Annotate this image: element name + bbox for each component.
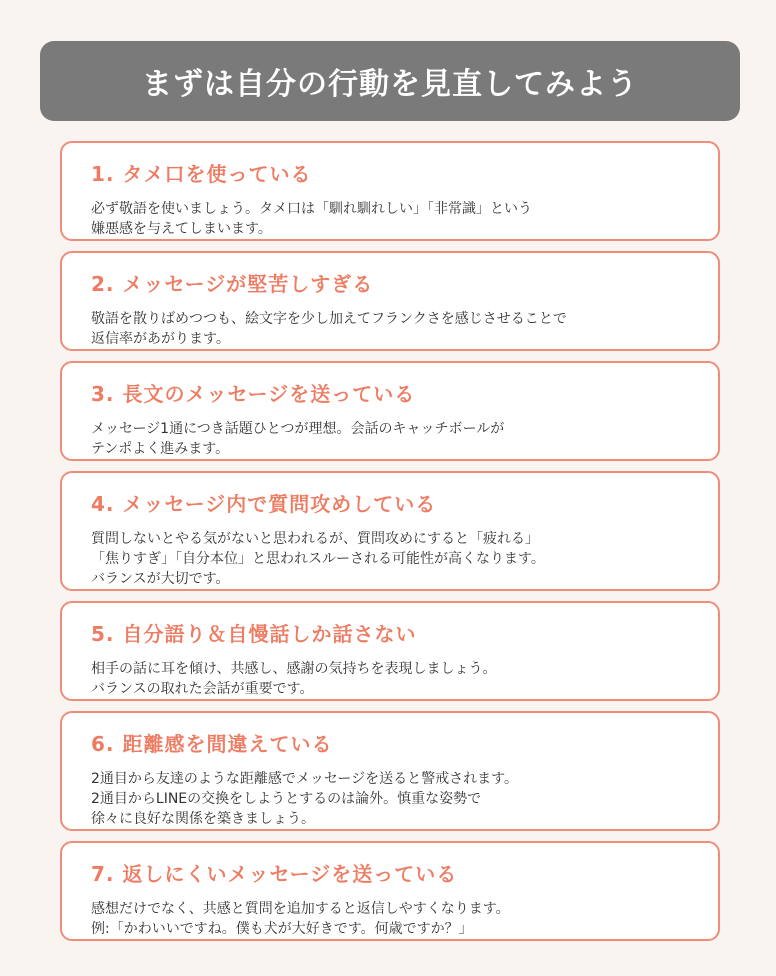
mistake-card-body [91,769,690,829]
mistake-card-title: 3. 長文のメッセージを送っている [91,382,416,406]
mistake-card-text: 2通目から友達のような距離感でメッセージを送ると警戒されます。 [91,771,518,787]
mistake-card-body [91,659,690,699]
page-header [40,41,740,121]
mistake-list [60,141,720,951]
mistake-card-title: 7. 返しにくいメッセージを送っている [91,862,458,886]
mistake-card-text: 感想だけでなく、共感と質問を追加すると返信しやすくなります。 [91,901,510,917]
mistake-card-body [91,899,690,939]
mistake-card-text: 例:「かわいいですね。僕も犬が大好きです。何歳ですか？」 [91,921,473,937]
mistake-card-text: 相手の話に耳を傾け、共感し、感謝の気持ちを表現しましょう。 [91,661,497,677]
mistake-card-text: 敬語を散りばめつつも、絵文字を少し加えてフランクさを感じさせることで [91,311,567,327]
mistake-card-title: 1. タメ口を使っている [91,162,312,186]
mistake-card-text: 徐々に良好な関係を築きましょう。 [91,811,315,827]
mistake-card-6 [60,711,720,831]
mistake-card-text: メッセージ1通につき話題ひとつが理想。会話のキャッチボールが [91,421,505,437]
mistake-card-title: 6. 距離感を間違えている [91,732,333,756]
mistake-card-body [91,419,690,459]
mistake-card-text: 嫌悪感を与えてしまいます。 [91,221,272,237]
mistake-card-text: バランスが大切です。 [91,571,230,587]
mistake-card-title: 5. 自分語り＆自慢話しか話さない [91,622,417,646]
mistake-card-text: 返信率があがります。 [91,331,230,347]
page-title: まずは自分の行動を見直してみよう [142,67,638,102]
mistake-card-text: 「焦りすぎ」「自分本位」と思われスルーされる可能性が高くなります。 [91,551,545,567]
mistake-card-1 [60,141,720,241]
mistake-card-title: 2. メッセージが堅苦しすぎる [91,272,374,296]
mistake-card-7 [60,841,720,941]
mistake-card-5 [60,601,720,701]
mistake-card-3 [60,361,720,461]
mistake-card-body [91,199,690,239]
mistake-card-text: 必ず敬語を使いましょう。タメ口は「馴れ馴れしい」「非常識」という [91,201,532,217]
mistake-card-2 [60,251,720,351]
mistake-card-body [91,309,690,349]
mistake-card-body [91,529,690,589]
mistake-card-4 [60,471,720,591]
mistake-card-text: 2通目からLINEの交換をしようとするのは論外。慎重な姿勢で [91,791,482,807]
mistake-card-title: 4. メッセージ内で質問攻めしている [91,492,437,516]
mistake-card-text: テンポよく進みます。 [91,441,230,457]
mistake-card-text: 質問しないとやる気がないと思われるが、質問攻めにすると「疲れる」 [91,531,539,547]
mistake-card-text: バランスの取れた会話が重要です。 [91,681,314,697]
